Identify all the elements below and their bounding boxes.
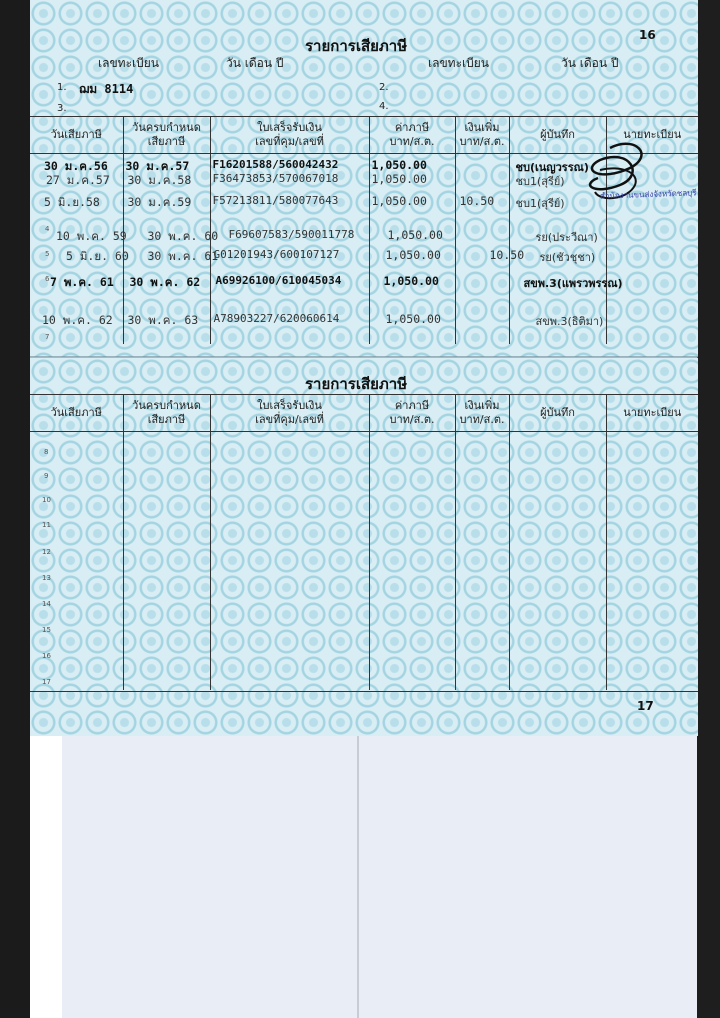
col-header-due-date-bottom (123, 395, 210, 432)
column-receipt (210, 154, 369, 345)
paper-gap (357, 736, 359, 1018)
paid-date-0: 30 ม.ค.56 (44, 159, 108, 173)
tax-6: 1,050.00 (385, 312, 441, 326)
page-title-bottom: รายการเสียภาษี (305, 375, 408, 393)
receipt-2: F57213811/580077643 (212, 194, 339, 207)
recorder-2: ชบ1(สุรีย์) (515, 197, 565, 210)
receipt-4: G01201943/600107127 (213, 248, 340, 261)
col-header-tax (369, 117, 455, 154)
tax-2: 1,050.00 (371, 194, 427, 208)
paid-date-1: 27 ม.ค.57 (46, 173, 110, 187)
table-body-row-empty (30, 432, 698, 690)
recorder-6: สขพ.3(ธิติมา) (535, 315, 604, 328)
col-header-paid-date: วันเสียภาษี (30, 117, 123, 154)
col-header-surcharge (455, 117, 509, 154)
line-number: 15 (42, 626, 51, 634)
line-number: 13 (42, 574, 51, 582)
paid-date-6: 10 พ.ค. 62 (42, 313, 113, 327)
line-marker-7: 7 (45, 333, 50, 341)
empty-column (455, 432, 509, 690)
col-header-receipt-bottom-text: ใบเสร็จรับเงิน เลขที่คุม/เลขที่ (255, 399, 324, 426)
recorder-4: รย(ชัวชุชา) (539, 251, 596, 264)
col-header-recorder: ผู้บันทึก (509, 117, 606, 154)
registration-3-number: 3. (57, 103, 67, 114)
receipt-3: F69607583/590011778 (228, 228, 355, 241)
line-marker-5: 5 (45, 250, 50, 258)
tax-4: 1,050.00 (385, 248, 441, 262)
registration-label-right: เลขทะเบียน (428, 56, 489, 70)
paid-date-cells (30, 154, 129, 344)
empty-column (369, 432, 455, 690)
scanner-background (62, 736, 697, 1018)
paid-date-2: 5 มิ.ย.58 (44, 195, 100, 209)
tax-0: 1,050.00 (371, 158, 427, 172)
empty-column (606, 432, 698, 690)
line-number: 14 (42, 600, 51, 608)
receipt-1: F36473853/570067018 (212, 172, 339, 185)
scan-edge-right (697, 0, 720, 1018)
tax-3: 1,050.00 (387, 228, 443, 242)
page-number: 16 (639, 28, 656, 42)
tax-cells (370, 154, 455, 344)
col-header-receipt (210, 117, 369, 154)
line-number: 8 (44, 448, 49, 456)
column-paid-date (30, 154, 129, 345)
col-header-due-date-text: วันครบกำหนด เสียภาษี (132, 121, 201, 148)
receipt-5: A69926100/610045034 (215, 274, 342, 287)
date-label-left: วัน เดือน ปี (226, 56, 284, 70)
registration-2-number: 2. (379, 82, 389, 93)
column-due-date (123, 154, 219, 345)
empty-column (30, 432, 123, 690)
line-number: 9 (44, 472, 49, 480)
col-header-receipt-bottom (210, 395, 369, 432)
col-header-registrar-bottom: นายทะเบียน (606, 395, 698, 432)
due-date-cells (124, 154, 219, 344)
col-header-due-date-bottom-text: วันครบกำหนด เสียภาษี (132, 399, 201, 426)
col-header-surcharge-bottom (455, 395, 509, 432)
line-number: 11 (42, 521, 51, 529)
col-header-registrar: นายทะเบียน (606, 117, 698, 154)
registration-1-number: 1. (57, 82, 67, 93)
due-date-0: 30 ม.ค.57 (125, 159, 190, 173)
col-header-paid-date-bottom: วันเสียภาษี (30, 395, 123, 432)
column-surcharge (455, 154, 525, 345)
receipt-cells (211, 154, 369, 344)
receipt-0: F16201588/560042432 (212, 158, 339, 171)
col-header-surcharge-bottom-text: เงินเพิ่ม บาท/ส.ต. (459, 399, 505, 426)
col-header-tax-bottom-text: ค่าภาษี บาท/ส.ต. (389, 399, 435, 426)
tax-page-bottom (30, 358, 698, 736)
line-number: 10 (42, 496, 51, 504)
col-header-surcharge-text: เงินเพิ่ม บาท/ส.ต. (459, 121, 505, 148)
col-header-tax-text: ค่าภาษี บาท/ส.ต. (389, 121, 435, 148)
tax-payment-table-empty (30, 394, 698, 690)
due-date-4: 30 พ.ค. 61 (147, 249, 219, 263)
table-bottom-border (30, 691, 698, 692)
scan-edge-left (0, 0, 30, 1018)
empty-column (210, 432, 369, 690)
registration-1-plate: ฌม 8114 (79, 82, 134, 96)
paid-date-3: 10 พ.ค. 59 (56, 229, 127, 243)
line-marker-6: 6 (45, 275, 50, 283)
tax-page-top (30, 0, 698, 357)
col-header-recorder-bottom: ผู้บันทึก (509, 395, 606, 432)
line-number: 17 (42, 678, 51, 686)
recorder-3: รย(ประวีณา) (535, 231, 598, 244)
registration-label-left: เลขทะเบียน (98, 56, 159, 70)
tax-5: 1,050.00 (383, 274, 439, 288)
recorder-1: ชบ1(สุรีย์) (515, 175, 565, 188)
receipt-6: A78903227/620060614 (213, 312, 340, 325)
line-number: 12 (42, 548, 51, 556)
due-date-1: 30 ม.ค.58 (127, 173, 192, 187)
surcharge-cells (456, 154, 525, 344)
paid-date-5: 7 พ.ค. 61 (50, 275, 114, 289)
table-header-row-bottom (30, 395, 698, 432)
page-number-bottom: 17 (637, 699, 654, 713)
line-marker-4: 4 (45, 225, 50, 233)
page-title: รายการเสียภาษี (305, 37, 408, 55)
paid-date-4: 5 มิ.ย. 60 (66, 249, 129, 263)
office-stamp: สำนักงานขนส่งจังหวัดชลบุรี (599, 188, 697, 201)
line-number: 16 (42, 652, 51, 660)
column-tax (369, 154, 455, 345)
empty-column (509, 432, 606, 690)
recorder-0: ชบ(เนญวรรณ) (515, 161, 589, 174)
date-label-right: วัน เดือน ปี (561, 56, 619, 70)
due-date-6: 30 พ.ค. 63 (127, 313, 199, 327)
col-header-due-date (123, 117, 210, 154)
surcharge-4: 10.50 (489, 248, 525, 262)
col-header-tax-bottom (369, 395, 455, 432)
col-header-receipt-text: ใบเสร็จรับเงิน เลขที่คุม/เลขที่ (255, 121, 324, 148)
surcharge-2: 10.50 (459, 194, 495, 208)
recorder-5: สขพ.3(แพรวพรรณ) (523, 277, 623, 290)
due-date-3: 30 พ.ค. 60 (147, 229, 219, 243)
registration-4-number: 4. (379, 101, 389, 112)
empty-column (123, 432, 210, 690)
due-date-5: 30 พ.ค. 62 (129, 275, 201, 289)
due-date-2: 30 ม.ค.59 (127, 195, 192, 209)
tax-1: 1,050.00 (371, 172, 427, 186)
